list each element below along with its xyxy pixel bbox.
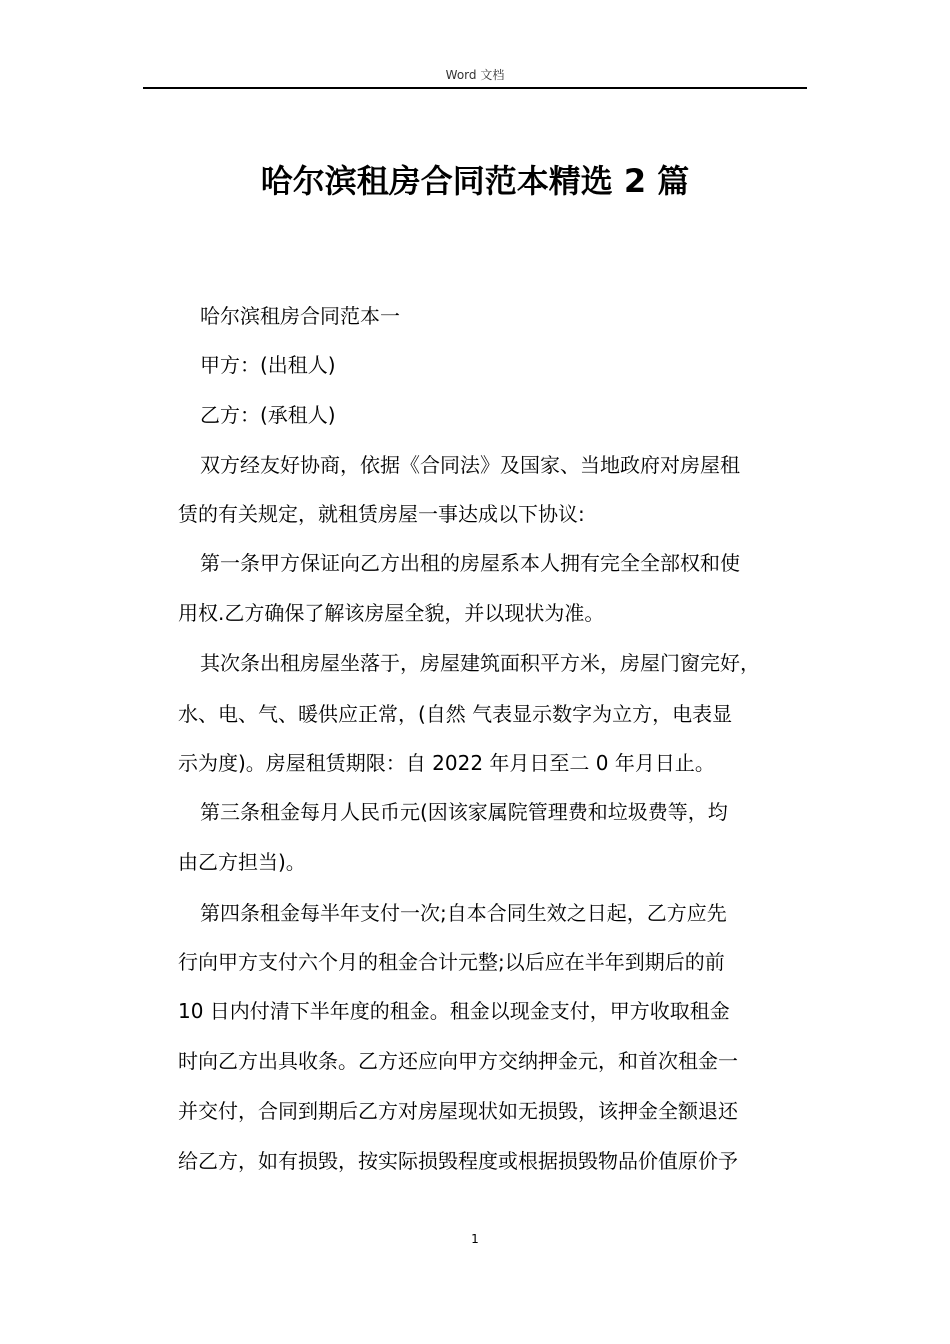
paragraph-line: 用权.乙方确保了解该房屋全貌，并以现状为准。: [178, 601, 605, 625]
paragraph-line: 行向甲方支付六个月的租金合计元整;以后应在半年到期后的前: [178, 950, 725, 974]
paragraph-line: 乙方：(承租人): [200, 403, 336, 427]
header-divider: [143, 87, 807, 89]
paragraph-line: 由乙方担当)。: [178, 850, 306, 874]
paragraph-line: 第三条租金每月人民币元(因该家属院管理费和垃圾费等，均: [200, 800, 728, 824]
paragraph-line: 示为度)。房屋租赁期限：自 2022 年月日至二 0 年月日止。: [178, 751, 715, 775]
paragraph-line: 哈尔滨租房合同范本一: [200, 304, 400, 328]
page-number: 1: [471, 1232, 479, 1246]
paragraph-line: 甲方：(出租人): [200, 353, 336, 377]
paragraph-line: 10 日内付清下半年度的租金。租金以现金支付，甲方收取租金: [178, 999, 730, 1023]
document-title: 哈尔滨租房合同范本精选 2 篇: [260, 162, 690, 200]
paragraph-line: 双方经友好协商，依据《合同法》及国家、当地政府对房屋租: [200, 453, 740, 477]
paragraph-line: 水、电、气、暖供应正常，(自然 气表显示数字为立方，电表显: [178, 702, 733, 726]
paragraph-line: 并交付，合同到期后乙方对房屋现状如无损毁，该押金全额退还: [178, 1099, 738, 1123]
paragraph-line: 赁的有关规定，就租赁房屋一事达成以下协议:: [178, 502, 585, 526]
page-header-label: Word 文档: [445, 68, 505, 82]
paragraph-line: 给乙方，如有损毁，按实际损毁程度或根据损毁物品价值原价予: [178, 1149, 738, 1173]
paragraph-line: 其次条出租房屋坐落于，房屋建筑面积平方米，房屋门窗完好，: [200, 651, 760, 675]
paragraph-line: 第一条甲方保证向乙方出租的房屋系本人拥有完全全部权和使: [200, 551, 740, 575]
paragraph-line: 时向乙方出具收条。乙方还应向甲方交纳押金元，和首次租金一: [178, 1049, 738, 1073]
paragraph-line: 第四条租金每半年支付一次;自本合同生效之日起，乙方应先: [200, 901, 727, 925]
